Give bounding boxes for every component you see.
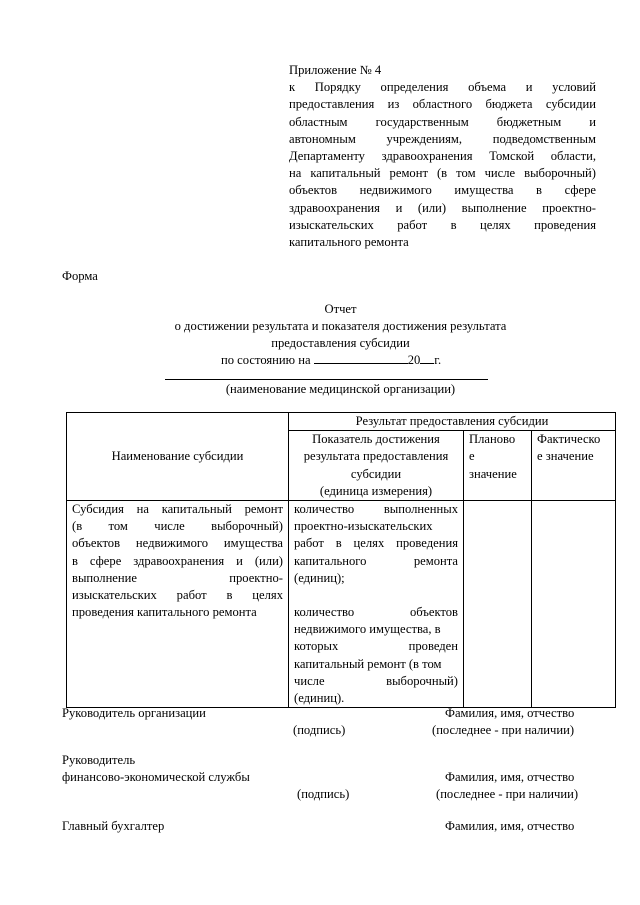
org-caption: (наименование медицинской организации) — [225, 382, 456, 396]
row-indicator-line: проектно-изыскательских — [294, 519, 433, 534]
row-indicator-line: (единиц). — [294, 691, 345, 706]
header-indicator — [289, 431, 464, 501]
appendix-line: автономным учреждениям, подведомственным — [289, 131, 596, 146]
row-indicator-line: работ в целях проведения — [294, 536, 458, 551]
row-subsidy-line: выполнение проектно- — [72, 570, 283, 585]
appendix-line: областным государственным бюджетным и — [289, 114, 596, 129]
head-org-label: Руководитель организации — [62, 706, 206, 720]
appendix-line: капитального ремонта — [289, 235, 409, 250]
if-any-label-1: (последнее - при наличии) — [432, 723, 575, 737]
header-indicator-line: субсидии — [350, 466, 402, 481]
row-indicator-line: количество выполненных — [294, 502, 458, 517]
form-label: Форма — [62, 269, 98, 283]
header-planned-line: е — [469, 449, 475, 464]
signature-label-2: (подпись) — [297, 787, 350, 801]
row-indicator-line: недвижимого имущества, в — [294, 622, 441, 637]
row-indicator — [289, 501, 464, 708]
row-indicator-spacer — [294, 587, 458, 604]
head-fin-label-1: Руководитель — [62, 753, 136, 767]
appendix-line: здравоохранения и (или) выполнение проектно- — [289, 200, 596, 215]
header-result-group: Результат предоставления субсидии — [289, 413, 616, 431]
row-actual-value — [532, 501, 616, 708]
row-indicator-line: капитальный ремонт (в том — [294, 656, 442, 671]
org-name-line — [165, 379, 488, 380]
row-indicator-line: количество объектов — [294, 605, 458, 620]
header-actual-line: Фактическо — [537, 432, 601, 447]
row-subsidy-line: объектов недвижимого имущества — [72, 536, 283, 551]
head-fin-label-2: финансово-экономической службы — [62, 770, 250, 784]
appendix-line: изыскательских работ в целях проведения — [289, 217, 596, 232]
report-subtitle-1: о достижении результата и показателя достижения результата — [174, 319, 507, 333]
header-subsidy-name: Наименование субсидии — [67, 413, 289, 501]
as-of-suffix: г. — [434, 353, 442, 367]
appendix-line: предоставления из областного бюджета субсидии — [289, 97, 596, 112]
row-indicator-line: которых проведен — [294, 639, 458, 654]
row-subsidy-name — [67, 501, 289, 708]
appendix-title: Приложение № 4 — [289, 63, 382, 77]
header-indicator-line: (единица измерения) — [319, 483, 433, 498]
header-actual — [532, 431, 616, 501]
as-of-year: 20 — [407, 353, 421, 367]
header-planned-line: значение — [469, 466, 517, 481]
report-as-of — [221, 351, 441, 369]
report-subtitle-2: предоставления субсидии — [271, 336, 410, 350]
row-indicator-line: числе выборочный) — [294, 673, 458, 688]
report-table — [66, 412, 616, 708]
row-indicator-line: (единиц); — [294, 570, 345, 585]
fio-label-1: Фамилия, имя, отчество — [445, 706, 575, 720]
report-title: Отчет — [324, 302, 357, 316]
signature-label-1: (подпись) — [293, 723, 346, 737]
fio-label-2: Фамилия, имя, отчество — [445, 770, 575, 784]
row-indicator-line: капитального ремонта — [294, 553, 458, 568]
row-planned-value — [464, 501, 532, 708]
header-indicator-line: результата предоставления — [303, 449, 449, 464]
appendix-line: к Порядку определения объема и условий — [289, 80, 596, 95]
appendix-line: Департаменту здравоохранения Томской области, — [289, 149, 596, 164]
row-subsidy-line: (в том числе выборочный) — [72, 519, 283, 534]
appendix-block — [289, 62, 596, 251]
appendix-line: объектов недвижимого имущества в сфере — [289, 183, 596, 198]
row-subsidy-line: Субсидия на капитальный ремонт — [72, 502, 283, 517]
fio-label-3: Фамилия, имя, отчество — [445, 819, 575, 833]
header-actual-line: е значение — [537, 449, 594, 464]
header-indicator-line: Показатель достижения — [312, 432, 440, 447]
chief-accountant-label: Главный бухгалтер — [62, 819, 165, 833]
row-subsidy-line: проведения капитального ремонта — [72, 605, 257, 620]
if-any-label-2: (последнее - при наличии) — [436, 787, 579, 801]
row-subsidy-line: в сфере здравоохранения и (или) — [72, 553, 283, 568]
row-subsidy-line: изыскательских работ в целях — [72, 588, 283, 603]
header-planned-line: Планово — [469, 432, 516, 447]
date-blank — [314, 351, 408, 364]
header-planned — [464, 431, 532, 501]
as-of-prefix: по состоянию на — [221, 353, 311, 367]
year-blank — [420, 351, 434, 364]
appendix-line: на капитальный ремонт (в том числе выборочный) — [289, 166, 596, 181]
